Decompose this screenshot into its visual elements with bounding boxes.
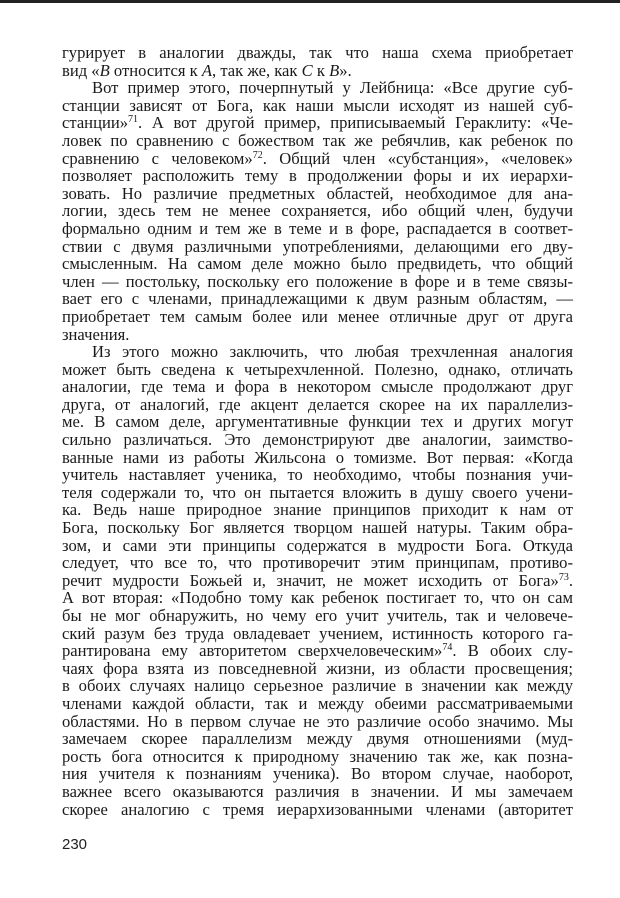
text-line [62, 326, 573, 344]
text-run: к [312, 60, 330, 80]
text-run: . А вот другой пример, приписываемый Гераклиту: «Че- [138, 113, 573, 133]
text-run: членами каждой области, так и между обеими рассматриваемыми [62, 693, 573, 713]
text-run: , так же, как [212, 60, 302, 80]
text-run: позволяет расположить тему в продолжении форы и их иерархи- [62, 166, 573, 186]
text-run: рость бога относится к природному значению так же, как позна- [62, 746, 573, 766]
text-line [62, 343, 573, 361]
text-line [62, 625, 573, 643]
text-run: может быть сведена к четырехчленной. Полезно, однако, отличать [62, 359, 573, 379]
italic-symbol: B [329, 60, 340, 80]
text-run: Из этого можно заключить, что любая трехчленная аналогия [92, 342, 573, 362]
text-run: ме. В самом деле, аргументативные функции тех и других могут [62, 412, 573, 432]
text-run: друга, от аналогий, где акцент делается скорее на их параллелиз- [62, 394, 573, 414]
text-run: областями. Но в первом случае не это различие особо значимо. Мы [62, 711, 573, 731]
italic-symbol: B [99, 60, 110, 80]
text-run: сильно различаться. Это демонстрируют две аналогии, заимство- [62, 430, 573, 450]
text-line [62, 97, 573, 115]
text-run: значения. [62, 324, 130, 344]
text-line [62, 202, 573, 220]
text-run: чаях фора взята из повседневной жизни, из области просвещения; [62, 658, 573, 678]
text-run: теля содержали то, что он пытается вложить в душу своего учени- [62, 482, 573, 502]
text-run: замечаем скорее параллелизм между двумя отношениями (муд- [62, 729, 573, 749]
text-line [62, 273, 573, 291]
text-line [62, 537, 573, 555]
text-line [62, 114, 573, 132]
text-run: ния учителя к познаниям ученика). Во втором случае, наоборот, [62, 764, 573, 784]
text-line [62, 484, 573, 502]
text-line [62, 378, 573, 396]
text-run: речит мудрости Божьей и, значит, не может исходить от Бога» [62, 570, 559, 590]
text-run: относится к [109, 60, 202, 80]
italic-symbol: C [301, 60, 313, 80]
text-line [62, 449, 573, 467]
text-line [62, 185, 573, 203]
text-line [62, 519, 573, 537]
text-run: Бога, поскольку Бог является творцом нашей натуры. Таким обра- [62, 518, 573, 538]
text-run: ловек по сравнению с божеством так же ребячлив, как ребенок по [62, 130, 573, 150]
text-run: . [568, 570, 573, 590]
text-line [62, 748, 573, 766]
text-line [62, 730, 573, 748]
text-run: бы не мог обнаружить, но чему его учит учитель, так и человече- [62, 606, 573, 625]
text-run: ка. Ведь наше природное знание принципов приходит к нам от [62, 500, 573, 520]
text-run: следует, что все то, что противоречит этим принципам, противо- [62, 553, 573, 573]
text-line [62, 801, 573, 819]
text-run: вает его с членами, принадлежащими к двум разным областям, — [62, 289, 573, 309]
text-run: зом, и сами эти принципы содержатся в мудрости Бога. Откуда [62, 535, 573, 555]
text-line [62, 607, 573, 625]
text-run: ский разум без труда овладевает учением, истинность которого га- [62, 623, 573, 643]
text-run: . В обоих слу- [452, 641, 573, 661]
text-line [62, 238, 573, 256]
text-line [62, 132, 573, 150]
text-run: Вот пример этого, почерпнутый у Лейбница: «Все другие суб- [92, 78, 573, 98]
text-line [62, 642, 573, 660]
text-line [62, 62, 573, 80]
text-run: аналогии, где тема и фора в некотором смысле продолжают друг [62, 377, 573, 397]
text-line [62, 44, 573, 62]
text-line [62, 396, 573, 414]
page-body-text [62, 44, 573, 818]
text-run: зовать. Но различие предметных областей, необходимое для ана- [62, 183, 573, 203]
text-run: формально одним и тем же в теме и в форе, распадается в соответ- [62, 218, 573, 238]
scan-top-edge [0, 0, 620, 3]
text-line [62, 589, 573, 607]
text-run: важнее всего оказываются различия в значении. И мы замечаем [62, 781, 573, 801]
text-run: гурирует в аналогии дважды, так что наша схема приобретает [62, 43, 573, 62]
text-line [62, 220, 573, 238]
text-line [62, 501, 573, 519]
text-run: ствии с двумя различными употреблениями, делающими его дву- [62, 236, 573, 256]
text-run: ванные нами из работы Жильсона о томизме. Вот первая: «Когда [62, 447, 573, 467]
text-run: . Общий член «субстанция», «человек» [262, 148, 573, 168]
text-line [62, 79, 573, 97]
footnote-ref: 74 [442, 642, 453, 654]
text-line [62, 308, 573, 326]
text-run: станции зависят от Бога, как наши мысли исходят из нашей суб- [62, 95, 573, 115]
text-run: логии, здесь тем не менее сохраняется, ибо общий член, будучи [62, 201, 573, 221]
text-line [62, 167, 573, 185]
text-line [62, 466, 573, 484]
text-run: приобретает тем самым более или менее отличные друг от друга [62, 306, 573, 326]
text-line [62, 255, 573, 273]
text-run: смысленным. На самом деле можно было предвидеть, что общий [62, 254, 573, 274]
footnote-ref: 71 [128, 114, 139, 126]
text-line [62, 783, 573, 801]
text-run: скорее аналогию с тремя иерархизованными членами (авторитет [62, 799, 573, 819]
text-line [62, 431, 573, 449]
italic-symbol: A [201, 60, 213, 80]
footnote-ref: 72 [252, 149, 263, 161]
text-run: станции» [62, 113, 129, 133]
text-run: учитель наставляет ученика, то необходимо, чтобы познания учи- [62, 465, 573, 485]
text-line [62, 413, 573, 431]
text-line [62, 290, 573, 308]
text-run: А вот вторая: «Подобно тому как ребенок постигает то, что он сам [62, 588, 573, 608]
text-line [62, 660, 573, 678]
page-number: 230 [62, 836, 88, 853]
text-run: сравнению с человеком» [62, 148, 253, 168]
text-line [62, 150, 573, 168]
text-run: ». [339, 60, 352, 80]
text-line [62, 361, 573, 379]
footnote-ref: 73 [558, 571, 569, 583]
text-run: в обоих случаях налицо серьезное различие в значении как между [62, 676, 573, 696]
text-line [62, 677, 573, 695]
text-line [62, 554, 573, 572]
text-line [62, 713, 573, 731]
text-run: член — постольку, поскольку его положение в форе и в теме связы- [62, 271, 573, 291]
text-line [62, 695, 573, 713]
text-run: рантирована ему авторитетом сверхчеловеческим» [62, 641, 443, 661]
text-run: вид « [62, 60, 100, 80]
text-line [62, 765, 573, 783]
text-line [62, 572, 573, 590]
